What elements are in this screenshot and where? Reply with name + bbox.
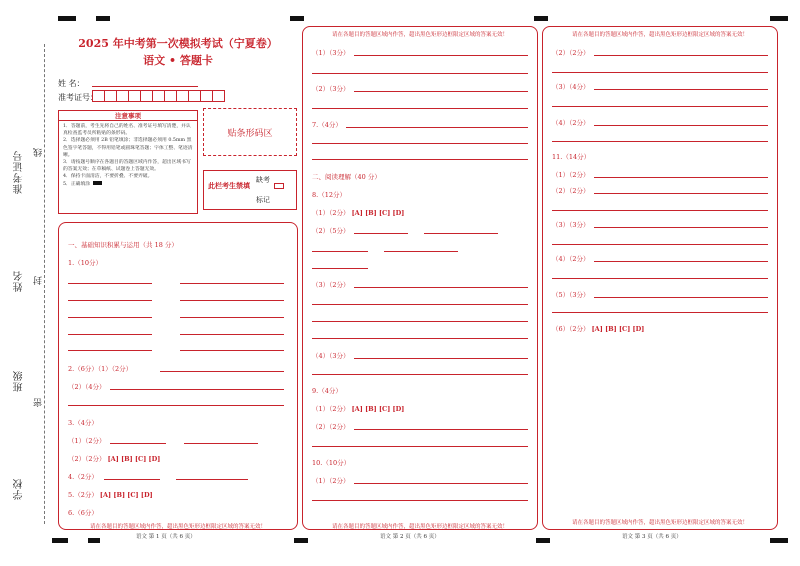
registration-mark	[290, 16, 304, 21]
question-11-4: （4）（2分）	[552, 255, 590, 263]
notice-item: 4．保持卡面清洁，不要折叠、不要弄破。	[63, 174, 153, 180]
answer-line[interactable]	[312, 143, 528, 144]
answer-line[interactable]	[424, 233, 498, 234]
missing-label: 此栏考生禁填	[208, 181, 250, 190]
choice-options[interactable]: [A] [B] [C] [D]	[351, 209, 405, 217]
answer-line[interactable]	[384, 251, 458, 252]
answer-line[interactable]	[594, 177, 768, 178]
answer-line[interactable]	[552, 210, 768, 211]
registration-mark	[88, 538, 100, 543]
answer-line[interactable]	[312, 304, 528, 305]
answer-line[interactable]	[312, 374, 528, 375]
choice-options[interactable]: [A] [B] [C] [D]	[107, 455, 161, 463]
answer-line[interactable]	[160, 371, 284, 372]
answer-line[interactable]	[552, 106, 768, 107]
choice-options[interactable]: [A] [B] [C] [D]	[591, 325, 645, 333]
question-3-2	[68, 454, 160, 463]
answer-line[interactable]	[594, 55, 768, 56]
fold-mark-secret: 密	[34, 398, 44, 407]
answer-line[interactable]	[312, 159, 528, 160]
fold-mark-seal: 封	[34, 276, 44, 285]
answer-line[interactable]	[552, 312, 768, 313]
question-11-5: （5）（3分）	[552, 291, 590, 299]
question-1: 1.（10分）	[68, 259, 102, 267]
question-9-1	[312, 404, 404, 413]
notice-title: 注意事项	[59, 111, 197, 121]
answer-line[interactable]	[312, 108, 528, 109]
warning-text: 请在各题目的答题区域内作答，超出黑色矩形边框限定区域的答案无效！	[571, 520, 748, 526]
choice-options[interactable]: [A] [B] [C] [D]	[99, 491, 153, 499]
barcode-area	[203, 108, 297, 156]
sidebar-label-name: 姓名	[14, 270, 25, 292]
registration-mark	[58, 16, 76, 21]
answer-panel-1	[58, 222, 298, 530]
question-c3-4: （4）（2分）	[552, 119, 590, 127]
sidebar-label-class: 班级	[14, 370, 25, 392]
warning-text: 请在各题目的答题区域内作答，超出黑色矩形边框限定区域的答案无效！	[331, 524, 508, 530]
answer-line[interactable]	[552, 141, 768, 142]
answer-line[interactable]	[180, 350, 284, 351]
answer-line[interactable]	[594, 89, 768, 90]
question-3-1: （1）（2分）	[68, 437, 106, 445]
answer-line[interactable]	[594, 193, 768, 194]
sidebar-label-school: 学校	[14, 478, 25, 500]
answer-line[interactable]	[68, 283, 152, 284]
question-8-2: （2）（5分）	[312, 227, 350, 235]
question-4: 4.（2分）	[68, 473, 98, 481]
answer-line[interactable]	[312, 268, 368, 269]
registration-mark	[294, 538, 308, 543]
answer-line[interactable]	[68, 405, 284, 406]
sidebar-label-exam-id: 准考证号	[14, 150, 25, 194]
answer-line[interactable]	[312, 446, 528, 447]
missing-mark-a: 缺考	[256, 176, 270, 184]
answer-line[interactable]	[104, 479, 160, 480]
notice-item: 1．答题前，考生先将自己的姓名、准考证号填写清楚，并认真检查监考员所粘贴的条形码。	[63, 124, 191, 137]
registration-mark	[52, 538, 68, 543]
registration-mark	[534, 16, 548, 21]
question-c3-2: （2）（2分）	[552, 49, 590, 57]
answer-line[interactable]	[312, 321, 528, 322]
answer-panel-2	[302, 26, 538, 530]
question-6: 6.（6分）	[68, 509, 98, 517]
answer-line[interactable]	[184, 443, 258, 444]
section-title-2: 二、阅读理解（40 分）	[312, 173, 381, 181]
answer-line[interactable]	[354, 91, 528, 92]
question-label: （2）（2分）	[68, 455, 106, 463]
warning-text: 请在各题目的答题区域内作答，超出黑色矩形边框限定区域的答案无效！	[89, 524, 266, 530]
question-3: 3.（4分）	[68, 419, 98, 427]
notice-item: 5．正确填涂	[63, 181, 91, 187]
question-8-3: （3）（2分）	[312, 281, 350, 289]
answer-line[interactable]	[68, 300, 152, 301]
exam-id-label: 准考证号：	[58, 93, 98, 102]
warning-text: 请在各题目的答题区域内作答，超出黑色矩形边框限定区域的答案无效！	[331, 32, 508, 38]
question-c3-3: （3）（4分）	[552, 83, 590, 91]
answer-line[interactable]	[68, 350, 152, 351]
answer-line[interactable]	[354, 429, 528, 430]
notice-item: 3．请按题号顺序在各题目的答题区域内作答，超出区域书写的答案无效；在草稿纸、试题卷上答题无效。	[63, 160, 191, 173]
registration-mark	[96, 16, 110, 21]
question-label: （1）（2分）	[312, 405, 350, 413]
question-11-6	[552, 324, 644, 333]
barcode-label: 贴条形码区	[227, 128, 273, 139]
answer-line[interactable]	[180, 317, 284, 318]
answer-line[interactable]	[180, 300, 284, 301]
answer-line[interactable]	[68, 334, 152, 335]
question-8-1	[312, 208, 404, 217]
answer-line[interactable]	[552, 278, 768, 279]
name-field[interactable]	[92, 86, 198, 87]
registration-mark	[770, 538, 788, 543]
question-11: 11.（14分）	[552, 153, 591, 161]
answer-line[interactable]	[312, 500, 528, 501]
question-8: 8.（12分）	[312, 191, 346, 199]
question-label: （1）（2分）	[312, 209, 350, 217]
question-c2-1: （1）（3分）	[312, 49, 350, 57]
answer-line[interactable]	[176, 479, 248, 480]
answer-line[interactable]	[594, 125, 768, 126]
page-subtitle: 语文 • 答题卡	[143, 54, 213, 67]
question-5	[68, 490, 153, 499]
page-title: 2025 年中考第一次模拟考试（宁夏卷）	[78, 37, 278, 50]
fill-sample	[93, 181, 102, 185]
page-number: 语文 第 1 页（共 6 页）	[136, 534, 196, 540]
page-number: 语文 第 3 页（共 6 页）	[622, 534, 682, 540]
answer-line[interactable]	[180, 334, 284, 335]
registration-mark	[770, 16, 788, 21]
missing-checkbox[interactable]	[274, 183, 284, 189]
question-10: 10.（10分）	[312, 459, 351, 467]
question-2-2: （2）（4分）	[68, 383, 106, 391]
answer-line[interactable]	[68, 317, 152, 318]
question-11-1: （1）（2分）	[552, 171, 590, 179]
answer-line[interactable]	[552, 244, 768, 245]
answer-line[interactable]	[594, 261, 768, 262]
warning-text: 请在各题目的答题区域内作答，超出黑色矩形边框限定区域的答案无效！	[571, 32, 748, 38]
notice-item: 2．选择题必须用 2B 铅笔填涂；非选择题必须用 0.5mm 黑色签字笔答题，不得用铅笔或圆珠笔答题；字体工整、笔迹清晰。	[63, 138, 193, 158]
section-title: 一、基础知识积累与运用（共 18 分）	[68, 241, 178, 249]
answer-line[interactable]	[312, 251, 368, 252]
question-8-4: （4）（3分）	[312, 352, 350, 360]
answer-line[interactable]	[312, 338, 528, 339]
question-9: 9.（4分）	[312, 387, 342, 395]
question-10-1: （1）（2分）	[312, 477, 350, 485]
answer-line[interactable]	[552, 72, 768, 73]
name-label: 姓 名：	[58, 79, 85, 88]
page-number: 语文 第 2 页（共 6 页）	[380, 534, 440, 540]
answer-line[interactable]	[346, 127, 528, 128]
answer-line[interactable]	[180, 283, 284, 284]
answer-line[interactable]	[354, 483, 528, 484]
question-label: （6）（2分）	[552, 325, 590, 333]
answer-line[interactable]	[312, 73, 528, 74]
registration-mark	[536, 538, 550, 543]
question-label: 5.（2分）	[68, 491, 98, 499]
answer-line[interactable]	[354, 55, 528, 56]
missing-mark-box	[203, 170, 297, 210]
answer-line[interactable]	[354, 233, 408, 234]
question-7: 7.（4分）	[312, 121, 342, 129]
answer-line[interactable]	[354, 287, 528, 288]
answer-line[interactable]	[110, 443, 166, 444]
question-11-2: （2）（2分）	[552, 187, 590, 195]
exam-id-boxes[interactable]	[92, 90, 224, 102]
answer-line[interactable]	[110, 389, 284, 390]
answer-line[interactable]	[594, 227, 768, 228]
answer-line[interactable]	[594, 297, 768, 298]
notice-box	[58, 110, 198, 214]
fold-mark-line: 线	[34, 148, 44, 157]
question-11-3: （3）（3分）	[552, 221, 590, 229]
question-9-2: （2）（2分）	[312, 423, 350, 431]
question-2-1: 2.（6分）（1）（2分）	[68, 365, 133, 373]
question-c2-2: （2）（3分）	[312, 85, 350, 93]
answer-line[interactable]	[354, 358, 528, 359]
choice-options[interactable]: [A] [B] [C] [D]	[351, 405, 405, 413]
missing-mark-b: 标记	[256, 196, 270, 204]
